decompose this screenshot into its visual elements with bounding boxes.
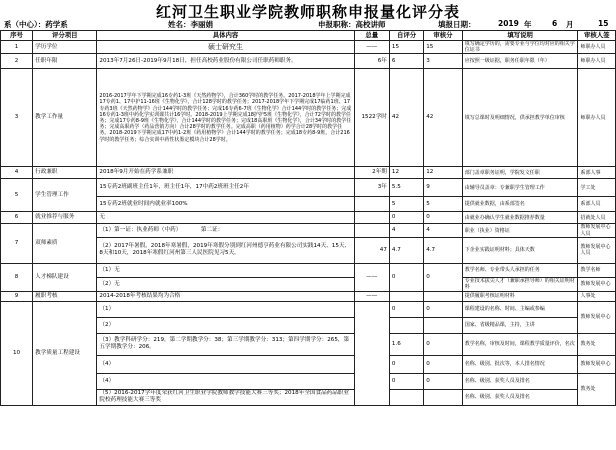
- table-row: 5 学生管理工作 15专药2班副班主任1年，班主任1年，17中药2班班主任2年 3年 5.5 9 由辅导员盖章：专兼职学生管理工作 学工处: [1, 179, 616, 197]
- table-header-row: [1, 31, 616, 41]
- fill-month-unit: 月: [566, 20, 574, 29]
- table-row: （2）无 专业技术拔尖人才（兼职承担导师）的相关证明材料 教师发展中心: [1, 277, 616, 291]
- table-row: 4 行政兼职 2018年9月开始在药学系兼职 2年期 12 12 部门盖章职务证明，学院发文任职 系部人事: [1, 167, 616, 179]
- table-row: （5）2016-2017学年度荣获红河卫生职业学院教师教学技能大赛三等奖；2018年全国食品药品职业院校药理技能大赛三等奖 名称、级别、获奖人员及排名: [1, 389, 616, 405]
- fill-day: 15: [598, 19, 609, 28]
- fill-month: 6: [552, 19, 558, 28]
- table-row: 8 人才梯队建设 （1）无 —— 0 0 教学名师、专业带头人承担的任务 教学名师: [1, 263, 616, 277]
- table-row: （4） 0 0 名称、级别、批次等，本人排名情况 教师发展中心: [1, 355, 616, 373]
- table-row: 9 履职考核 2014-2018年考核结果均为合格 —— 提供履职考核证明材料 人事处: [1, 291, 616, 301]
- fill-year: 2019: [498, 19, 519, 28]
- page-title: 红河卫生职业学院教师职称申报量化评分表: [155, 3, 460, 21]
- table-row: 2 任职年限 2013年7月26日-2019年9月18日，担任高校药业股份有限公司任职药师职务。 6年 6 3 应按照一级证据，职务任职年限（年） 师职办人员: [1, 54, 616, 69]
- table-row: （2） 国家、省级精品课，主持，主讲: [1, 317, 616, 333]
- table-row: （4） 0 0 名称、级别、获奖人员及排名 教务处: [1, 373, 616, 389]
- fill-date-label: 填报日期：: [438, 20, 476, 29]
- header-content: 具体内容: [97, 31, 354, 41]
- table-row: 7 双师素质 （1）第一证：执业药师（中药） 第二证： 4 4 职业（执业）资格证 教师发展中心人员: [1, 224, 616, 237]
- header-total: 总量: [354, 31, 389, 41]
- table-row: （2）2017年暑假，2018年寒暑假，2019年寒假分别到红河州德亨药业有限公司实践14天、15天、8天和10天，2018年寒假红河州第三人民医院见习5天。 47 4.7 4.7 下企业实践证明材料；具体天数 教师发展中心人员: [1, 237, 616, 263]
- position-field: 申报职称：高校讲师: [318, 20, 386, 29]
- table-row: 15专药2班就业时间内就业率100% 5 5 提供就业数据，由系部签名 系部人员: [1, 197, 616, 212]
- fill-year-unit: 年: [524, 20, 532, 29]
- table-row: 10 教学质量工程建设 （1） 0 0 课程建设的名称、时间、主编或参编 教师发展中心: [1, 301, 616, 317]
- table-row: 1 学历学位 硕士研究生 —— 15 15 填写确定学历的，需要专业与学位均对应的相关学位证书 师职办人员: [1, 41, 616, 54]
- table-row: （3）教学科研学分：219，第二学期教学分：38；第三学期教学分：313；第四学期学分：265，第五学期教学分：206。 1.6 0 教学名称，审核及时间，课程教学质量评价，名次 教务处: [1, 333, 616, 355]
- header-note: 填写说明: [462, 31, 578, 41]
- header-self: 自评分: [389, 31, 423, 41]
- header-num: 序号: [1, 31, 33, 41]
- table-row: 3 教学工作量 2016-2017学年下学期完成16专药1-3班《天然药物学》，合计360学时的教学任务。2017-2018学年上学期完成17专药1、17中护11-16班《生物化学》，合计128学时的教学任务；2017-2018学年下学期完成17临药1班、17专药3班《天然药物学》合计144学时的教学任务；完成16专药6-7班《生物化学》合计144学时的教学任务；完成16专药1-3班中药化学实训课共计16学时。2018-2019上学期完成18护护5班《生物化学》，合计72学时的教学任务；完成17专药8-9班《生物化学》，合计144学时的教学任务；完成18高职班《生物化学》，合计34学时的教学任务；完成高职药学（药品营销方向）合计28学时的教学任务。完成高职（药用植物）药学合计28学时的教学任务。2018-2019下学期完成17中药1-2班《药用植物学》合计144学时的教学任务；完成18专药8-9班，合计216学时的教学任务；综合实训中药性状鉴定模块合计28学时。 1522学时 42 42 填写总课时及明细情况，供承担教学单位审核 师职办人员: [1, 69, 616, 167]
- header-item: 评分项目: [33, 31, 97, 41]
- score-table: [0, 30, 616, 406]
- header-review: 审核分: [424, 31, 463, 41]
- dept-field: 系（中心）：药学系: [4, 20, 68, 29]
- header-signer: 审核人签: [578, 31, 616, 41]
- table-row: 6 就业推荐与服务 无 0 0 由就业办确认学生就业数据推荐数量 招就处人员: [1, 212, 616, 224]
- name-field: 姓名：李丽娟: [168, 20, 213, 29]
